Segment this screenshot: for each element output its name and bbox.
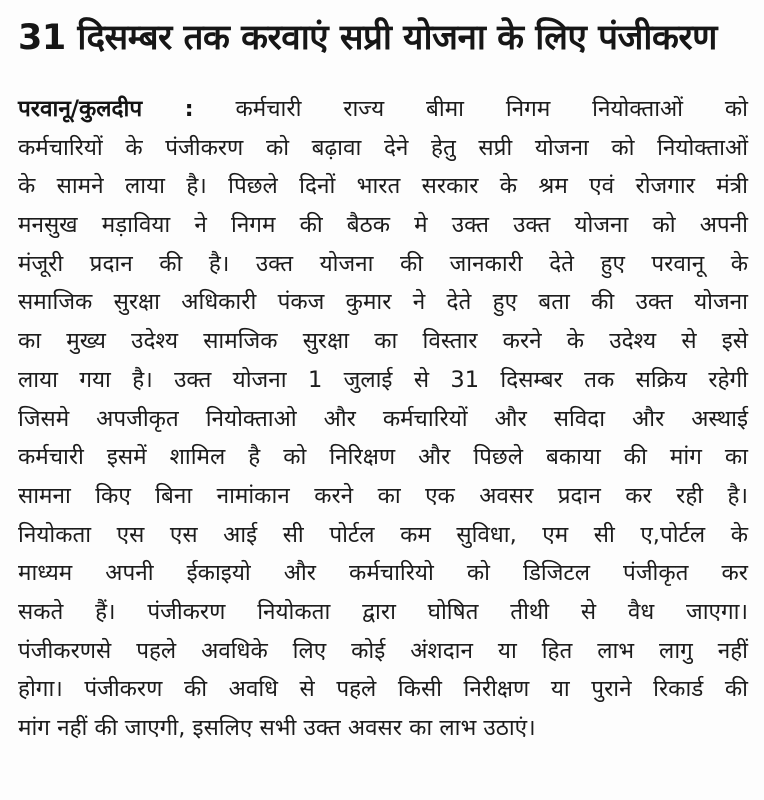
article-line: कर्मचारियों के पंजीकरण को बढ़ावा देने हेतु सप्री योजना को नियोक्ताओं xyxy=(18,134,748,161)
article-line: सकते हैं। पंजीकरण नियोकता द्वारा घोषित तीथी से वैध जाएगा। xyxy=(18,598,748,625)
article-line xyxy=(18,90,748,129)
article-line: मांग नहीं की जाएगी, इसलिए सभी उक्त अवसर का लाभ उठाएं। xyxy=(18,715,536,741)
article-line: के सामने लाया है। पिछले दिनों भारत सरकार के श्रम एवं रोजगार मंत्री xyxy=(18,173,748,200)
article-line-text: कर्मचारी राज्य बीमा निगम नियोक्ताओं को xyxy=(235,96,749,122)
byline: परवानू/कुलदीप : xyxy=(18,96,194,122)
article-line: कर्मचारी इसमें शामिल है को निरिक्षण और पिछले बकाया की मांग का xyxy=(18,444,748,471)
article-line: जिसमे अपजीकृत नियोक्ताओ और कर्मचारियों और सविदा और अस्थाई xyxy=(18,405,748,432)
article-line: होगा। पंजीकरण की अवधि से पहले किसी निरीक्षण या पुराने रिकार्ड की xyxy=(18,676,748,703)
article-line: मंजूरी प्रदान की है। उक्त योजना की जानकारी देते हुए परवानू के xyxy=(18,250,748,277)
article-body xyxy=(18,90,748,748)
headline: 31 दिसम्बर तक करवाएं सप्री योजना के लिए पंजीकरण xyxy=(18,18,717,58)
article-line: का मुख्य उदेश्य सामजिक सुरक्षा का विस्तार करने के उदेश्य से इसे xyxy=(18,328,748,355)
article-line: नियोकता एस एस आई सी पोर्टल कम सुविधा, एम सी ए,पोर्टल के xyxy=(18,521,748,548)
article-line: सामना किए बिना नामांकान करने का एक अवसर प्रदान कर रही है। xyxy=(18,482,748,509)
article-line: मनसुख मड़ाविया ने निगम की बैठक मे उक्त उक्त योजना को अपनी xyxy=(18,212,748,239)
article-line: माध्यम अपनी ईकाइयो और कर्मचारियो को डिजिटल पंजीकृत कर xyxy=(18,560,748,587)
article-line: समाजिक सुरक्षा अधिकारी पंकज कुमार ने देते हुए बता की उक्त योजना xyxy=(18,289,748,316)
article-line: लाया गया है। उक्त योजना 1 जुलाई से 31 दिसम्बर तक सक्रिय रहेगी xyxy=(18,366,748,393)
article-line: पंजीकरणसे पहले अवधिके लिए कोई अंशदान या हित लाभ लागु नहीं xyxy=(18,637,749,664)
